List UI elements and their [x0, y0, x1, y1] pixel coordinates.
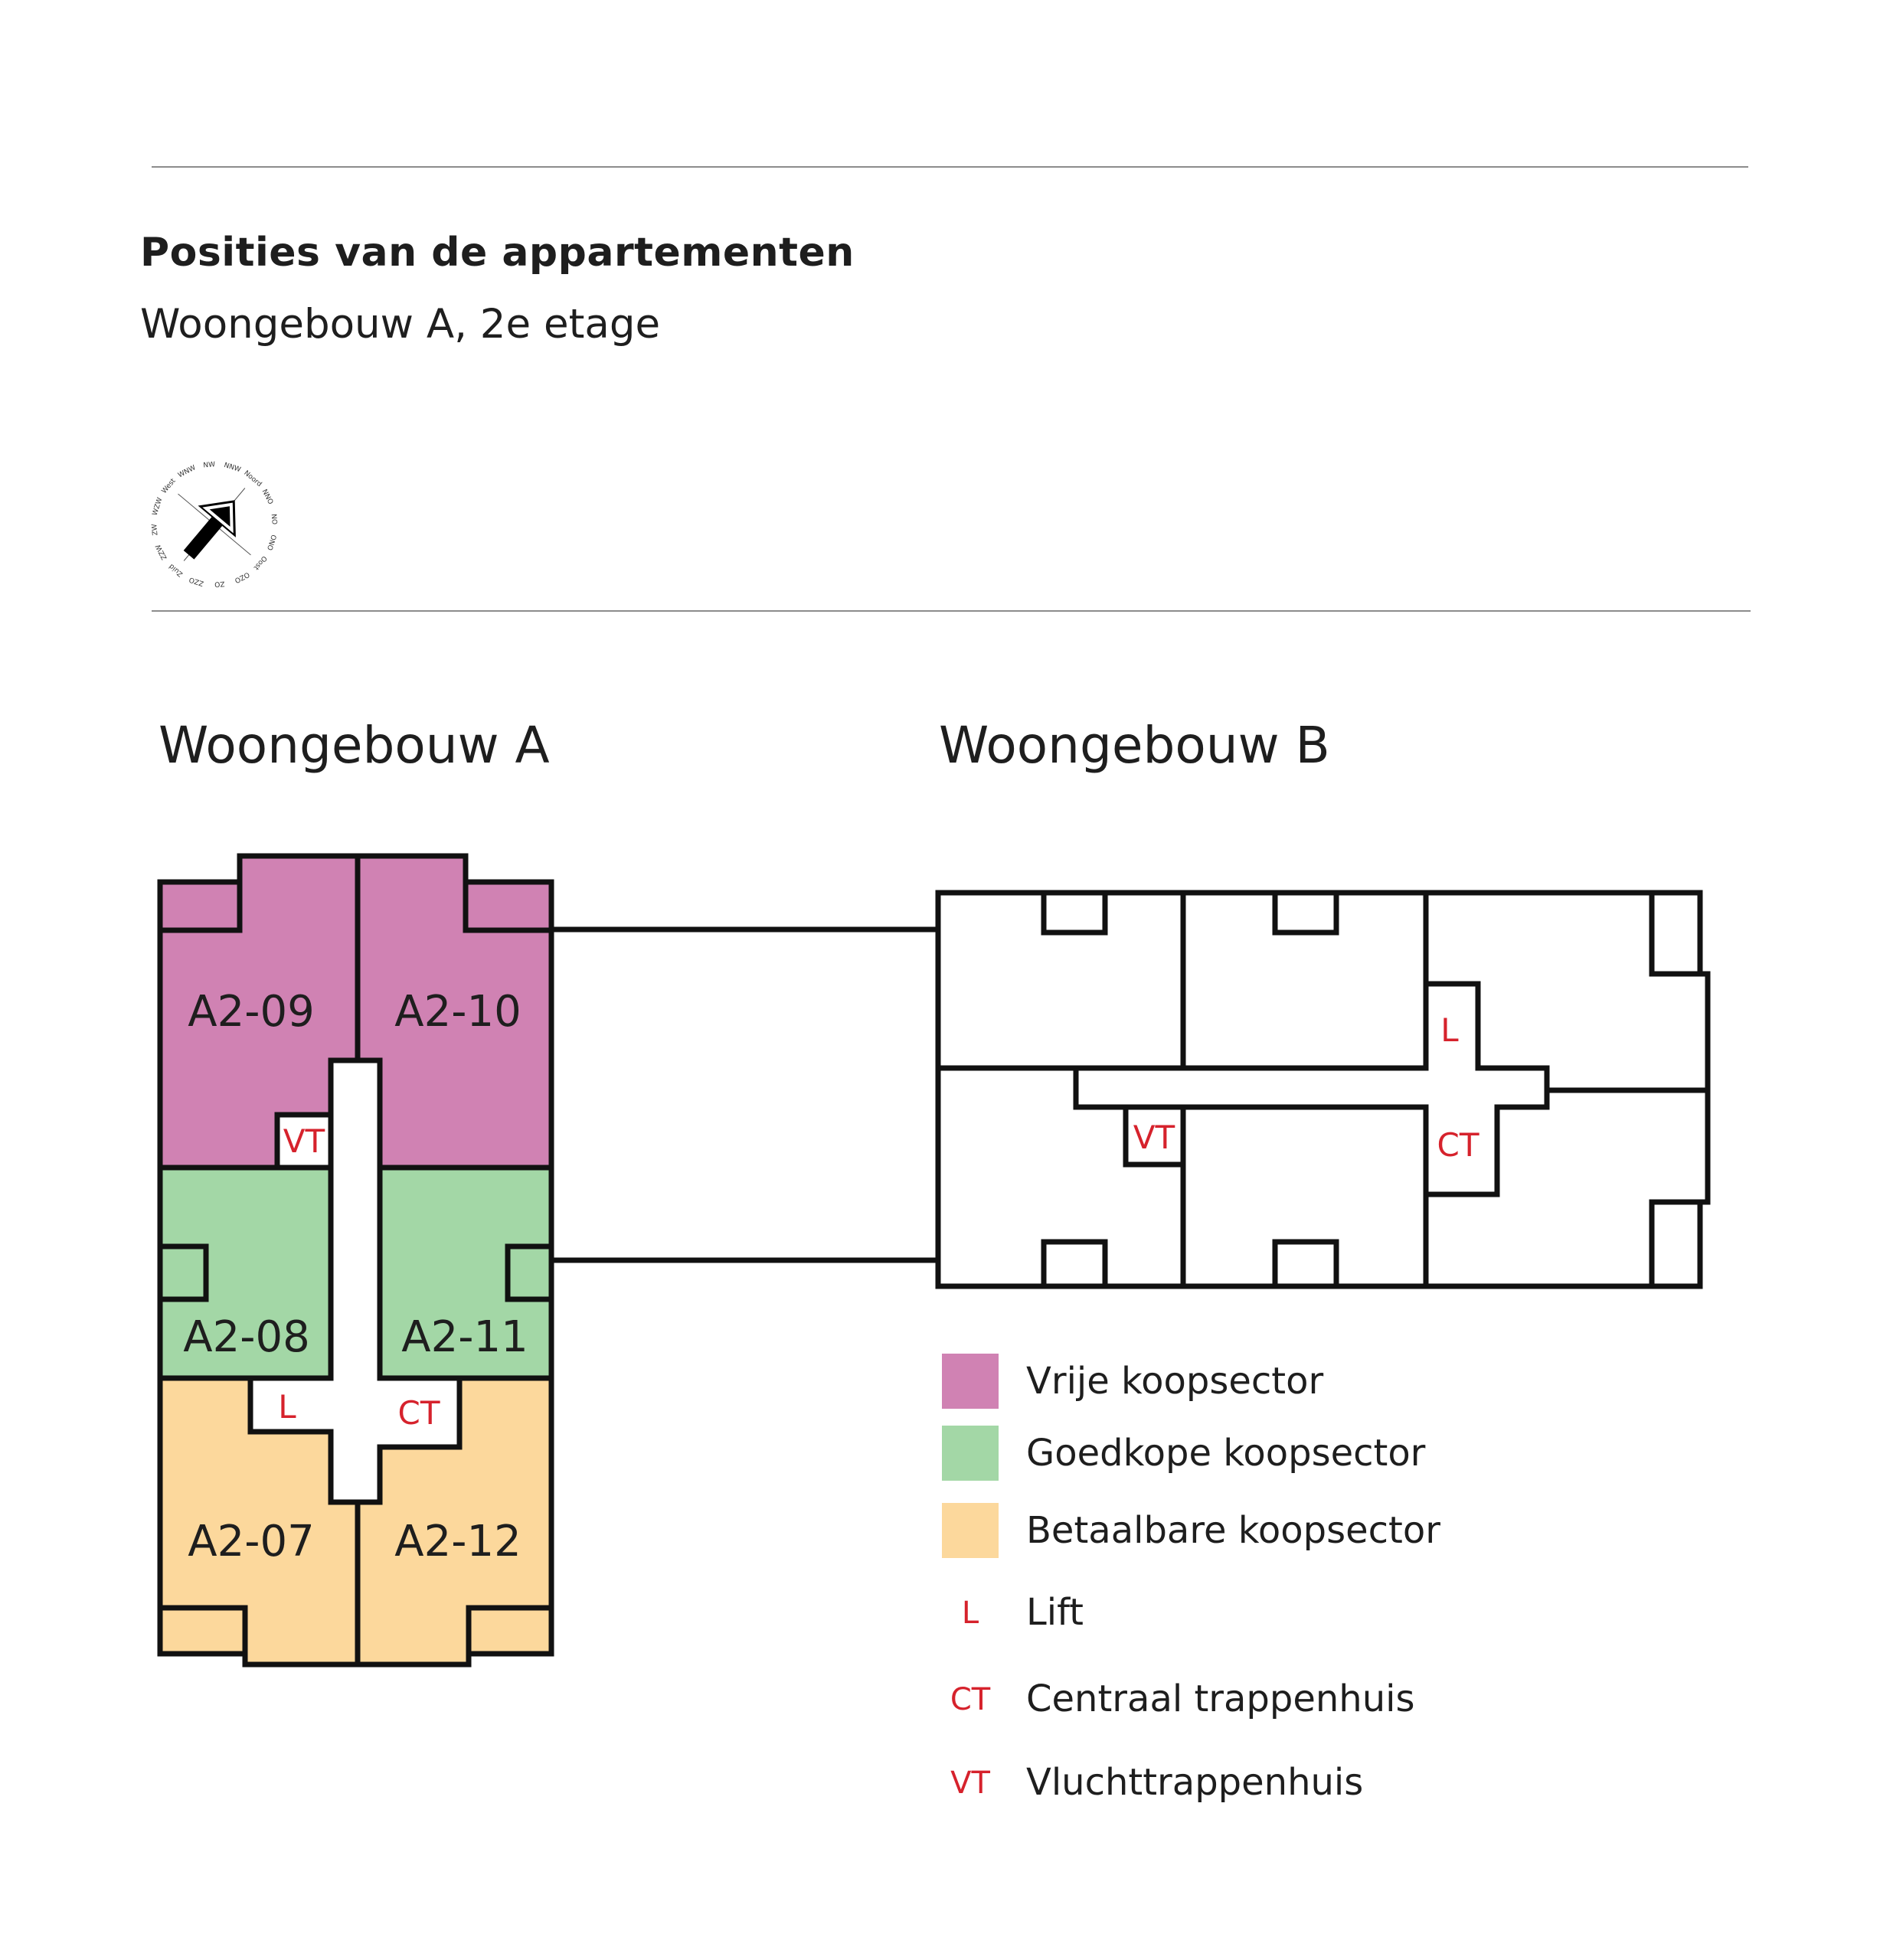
legend-label: Vluchttrappenhuis — [1026, 1761, 1364, 1804]
page-title: Posities van de appartementen — [140, 230, 855, 276]
b-lift-code: L — [1440, 1011, 1459, 1049]
compass-label: NNO — [260, 488, 274, 506]
unit-label-A2-07: A2-07 — [188, 1517, 315, 1566]
unit-label-A2-09: A2-09 — [188, 987, 315, 1037]
compass-label: Zuid — [168, 562, 185, 578]
b-ct-code: CT — [1437, 1126, 1479, 1164]
building-b-label: Woongebouw B — [939, 716, 1330, 775]
compass-label: NW — [203, 461, 216, 470]
a-vt-code: VT — [283, 1122, 325, 1160]
legend-swatch — [942, 1354, 999, 1409]
unit-label-A2-11: A2-11 — [401, 1312, 528, 1362]
compass-label: WZW — [151, 496, 165, 517]
legend-label: Centraal trappenhuis — [1026, 1677, 1415, 1720]
compass-label: ZO — [214, 579, 225, 588]
compass-label: NO — [269, 513, 278, 525]
compass-label: Oost — [251, 554, 268, 572]
page-subtitle: Woongebouw A, 2e etage — [140, 301, 661, 348]
compass-label: NNW — [223, 461, 242, 475]
unit-label-A2-12: A2-12 — [394, 1517, 521, 1566]
legend-label: Lift — [1026, 1591, 1084, 1634]
a-lift-code: L — [278, 1388, 296, 1426]
legend-label: Betaalbare koopsector — [1026, 1509, 1440, 1552]
compass-label: ZW — [151, 523, 160, 536]
legend-code: CT — [950, 1682, 991, 1717]
legend-label: Goedkope koopsector — [1026, 1432, 1426, 1475]
compass-label: ZZW — [154, 543, 169, 561]
unit-label-A2-08: A2-08 — [183, 1312, 310, 1362]
compass-label: WNW — [177, 464, 198, 480]
legend-swatch — [942, 1503, 999, 1558]
legend-code: L — [961, 1596, 979, 1631]
unit-label-A2-10: A2-10 — [394, 987, 521, 1037]
legend-swatch — [942, 1426, 999, 1481]
compass-label: ONO — [265, 533, 277, 551]
building-a-label: Woongebouw A — [159, 716, 550, 775]
legend-code: VT — [950, 1766, 990, 1801]
compass-label: OZO — [233, 570, 251, 584]
compass-label: ZZO — [188, 575, 205, 587]
compass-label: Noord — [242, 469, 263, 489]
b-vt-code: VT — [1133, 1119, 1175, 1156]
a-ct-code: CT — [397, 1394, 440, 1432]
compass-label: West — [160, 477, 178, 495]
legend-label: Vrije koopsector — [1026, 1360, 1324, 1403]
